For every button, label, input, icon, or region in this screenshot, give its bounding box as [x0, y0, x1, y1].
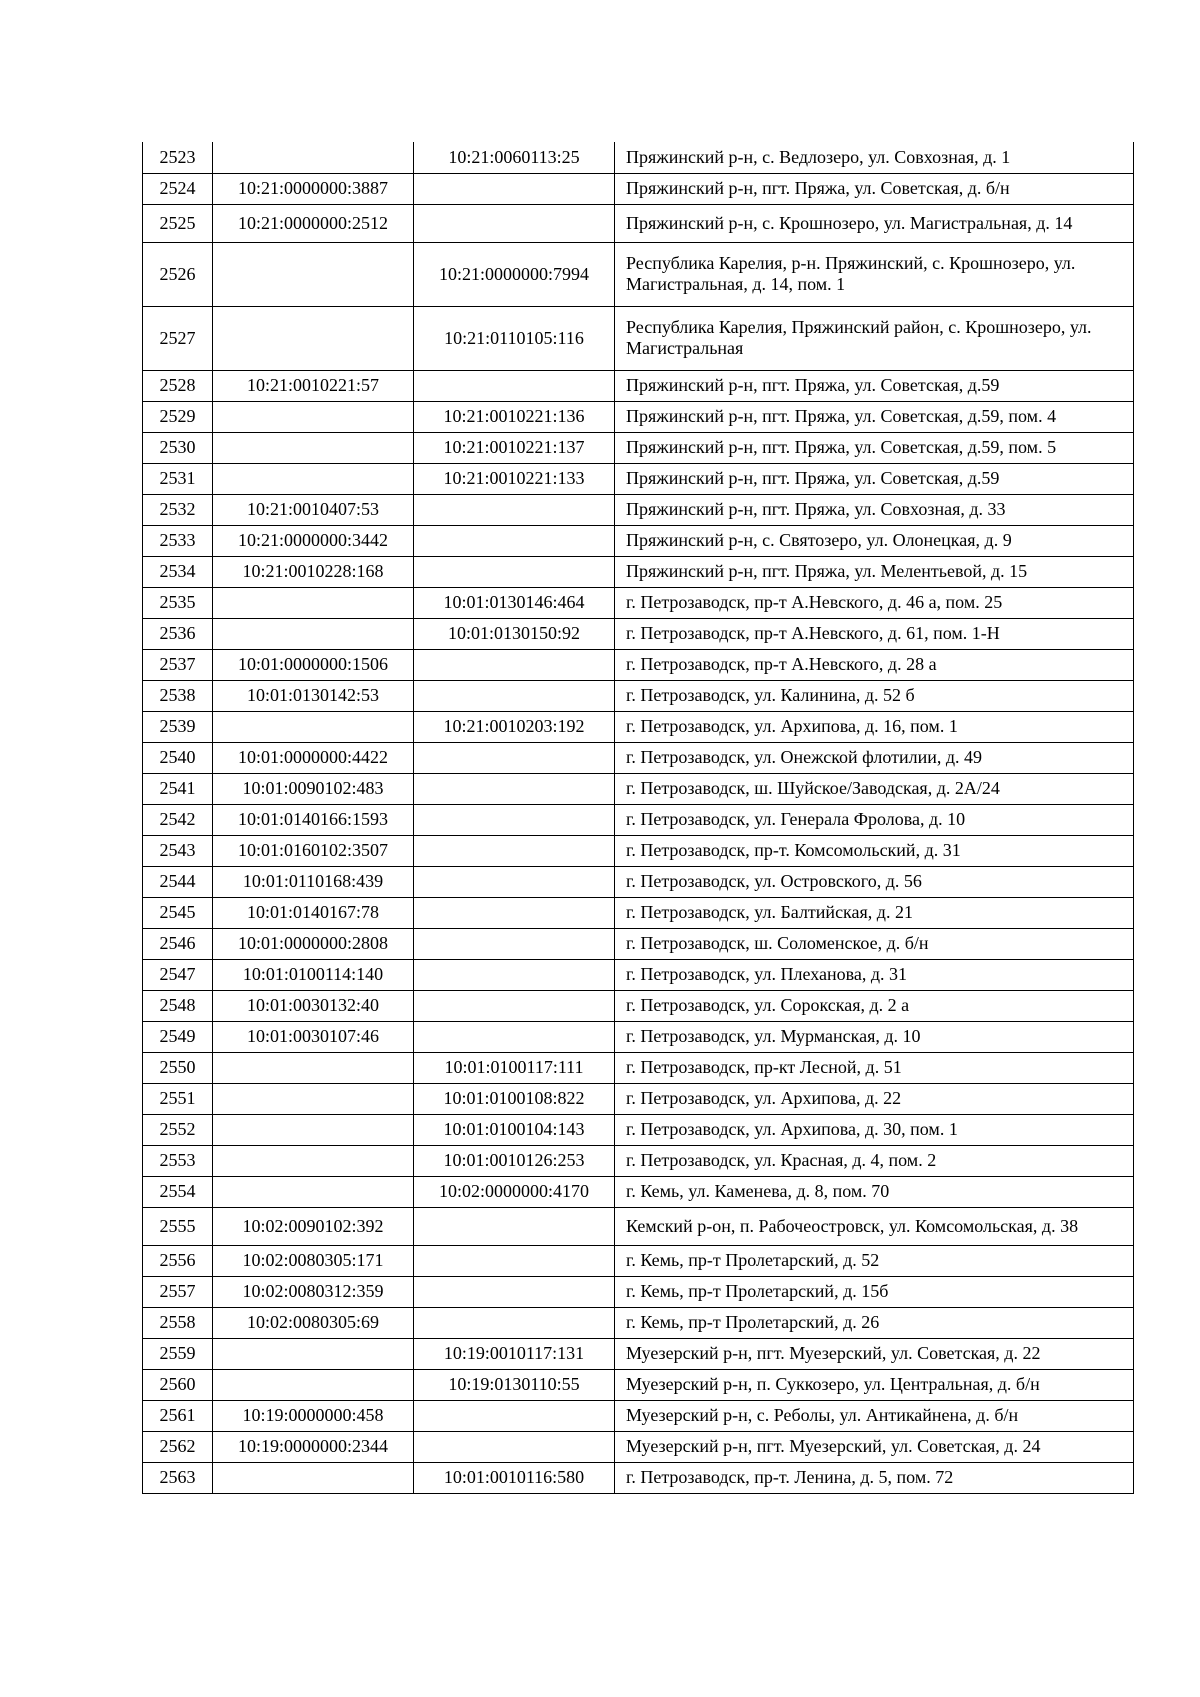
- land-cadastral-number-cell: 10:01:0130142:53: [213, 680, 414, 711]
- table-row: [143, 1400, 1134, 1431]
- address-cell: Республика Карелия, Пряжинский район, с. Крошнозеро, ул. Магистральная: [615, 306, 1134, 370]
- land-cadastral-number-cell: 10:19:0000000:458: [213, 1400, 414, 1431]
- object-cadastral-number-cell: 10:21:0010221:133: [414, 463, 615, 494]
- land-cadastral-number-cell: 10:01:0030107:46: [213, 1021, 414, 1052]
- address-cell: г. Петрозаводск, ул. Мурманская, д. 10: [615, 1021, 1134, 1052]
- row-number-cell: 2525: [143, 204, 213, 242]
- address-cell: г. Петрозаводск, ул. Балтийская, д. 21: [615, 897, 1134, 928]
- object-cadastral-number-cell: [414, 990, 615, 1021]
- land-cadastral-number-cell: [213, 463, 414, 494]
- object-cadastral-number-cell: 10:21:0110105:116: [414, 306, 615, 370]
- table-row: [143, 173, 1134, 204]
- property-registry-table: [142, 142, 1134, 1494]
- table-row: [143, 680, 1134, 711]
- row-number-cell: 2553: [143, 1145, 213, 1176]
- table-row: [143, 1052, 1134, 1083]
- row-number-cell: 2555: [143, 1207, 213, 1245]
- address-cell: г. Петрозаводск, пр-т А.Невского, д. 61, пом. 1-Н: [615, 618, 1134, 649]
- row-number-cell: 2543: [143, 835, 213, 866]
- row-number-cell: 2560: [143, 1369, 213, 1400]
- address-cell: Муезерский р-н, п. Суккозеро, ул. Центральная, д. б/н: [615, 1369, 1134, 1400]
- row-number-cell: 2547: [143, 959, 213, 990]
- row-number-cell: 2557: [143, 1276, 213, 1307]
- table-row: [143, 370, 1134, 401]
- land-cadastral-number-cell: 10:01:0140167:78: [213, 897, 414, 928]
- object-cadastral-number-cell: [414, 1400, 615, 1431]
- address-cell: г. Петрозаводск, ул. Онежской флотилии, д. 49: [615, 742, 1134, 773]
- table-row: [143, 804, 1134, 835]
- table-row: [143, 525, 1134, 556]
- land-cadastral-number-cell: [213, 1145, 414, 1176]
- object-cadastral-number-cell: [414, 928, 615, 959]
- object-cadastral-number-cell: [414, 959, 615, 990]
- land-cadastral-number-cell: [213, 1114, 414, 1145]
- object-cadastral-number-cell: 10:01:0100104:143: [414, 1114, 615, 1145]
- address-cell: Пряжинский р-н, пгт. Пряжа, ул. Советская, д.59, пом. 5: [615, 432, 1134, 463]
- address-cell: г. Петрозаводск, ул. Красная, д. 4, пом. 2: [615, 1145, 1134, 1176]
- address-cell: Муезерский р-н, с. Реболы, ул. Антикайнена, д. б/н: [615, 1400, 1134, 1431]
- address-cell: Пряжинский р-н, с. Крошнозеро, ул. Магистральная, д. 14: [615, 204, 1134, 242]
- row-number-cell: 2529: [143, 401, 213, 432]
- table-row: [143, 142, 1134, 173]
- land-cadastral-number-cell: [213, 587, 414, 618]
- object-cadastral-number-cell: 10:21:0000000:7994: [414, 242, 615, 306]
- object-cadastral-number-cell: [414, 1207, 615, 1245]
- land-cadastral-number-cell: 10:01:0160102:3507: [213, 835, 414, 866]
- row-number-cell: 2541: [143, 773, 213, 804]
- land-cadastral-number-cell: 10:01:0140166:1593: [213, 804, 414, 835]
- row-number-cell: 2540: [143, 742, 213, 773]
- table-row: [143, 1176, 1134, 1207]
- address-cell: г. Петрозаводск, ул. Архипова, д. 30, пом. 1: [615, 1114, 1134, 1145]
- object-cadastral-number-cell: [414, 370, 615, 401]
- table-row: [143, 649, 1134, 680]
- land-cadastral-number-cell: 10:21:0010228:168: [213, 556, 414, 587]
- address-cell: г. Петрозаводск, ул. Архипова, д. 22: [615, 1083, 1134, 1114]
- table-row: [143, 866, 1134, 897]
- table-row: [143, 928, 1134, 959]
- table-row: [143, 587, 1134, 618]
- object-cadastral-number-cell: [414, 204, 615, 242]
- object-cadastral-number-cell: 10:01:0100108:822: [414, 1083, 615, 1114]
- table-row: [143, 1245, 1134, 1276]
- object-cadastral-number-cell: 10:01:0010116:580: [414, 1462, 615, 1493]
- object-cadastral-number-cell: [414, 525, 615, 556]
- address-cell: г. Кемь, пр-т Пролетарский, д. 15б: [615, 1276, 1134, 1307]
- object-cadastral-number-cell: 10:01:0130146:464: [414, 587, 615, 618]
- row-number-cell: 2526: [143, 242, 213, 306]
- address-cell: г. Петрозаводск, ул. Островского, д. 56: [615, 866, 1134, 897]
- land-cadastral-number-cell: [213, 1462, 414, 1493]
- table-row: [143, 1431, 1134, 1462]
- object-cadastral-number-cell: [414, 1276, 615, 1307]
- table-row: [143, 1114, 1134, 1145]
- table-row: [143, 773, 1134, 804]
- address-cell: г. Петрозаводск, пр-т А.Невского, д. 46 а, пом. 25: [615, 587, 1134, 618]
- address-cell: Муезерский р-н, пгт. Муезерский, ул. Советская, д. 24: [615, 1431, 1134, 1462]
- land-cadastral-number-cell: 10:01:0100114:140: [213, 959, 414, 990]
- land-cadastral-number-cell: [213, 1369, 414, 1400]
- address-cell: г. Кемь, ул. Каменева, д. 8, пом. 70: [615, 1176, 1134, 1207]
- address-cell: г. Петрозаводск, пр-т А.Невского, д. 28 а: [615, 649, 1134, 680]
- object-cadastral-number-cell: 10:19:0010117:131: [414, 1338, 615, 1369]
- land-cadastral-number-cell: 10:02:0080312:359: [213, 1276, 414, 1307]
- land-cadastral-number-cell: 10:21:0010407:53: [213, 494, 414, 525]
- row-number-cell: 2532: [143, 494, 213, 525]
- table-row: [143, 1145, 1134, 1176]
- row-number-cell: 2548: [143, 990, 213, 1021]
- address-cell: г. Кемь, пр-т Пролетарский, д. 52: [615, 1245, 1134, 1276]
- object-cadastral-number-cell: 10:21:0010221:136: [414, 401, 615, 432]
- address-cell: г. Петрозаводск, пр-т. Ленина, д. 5, пом. 72: [615, 1462, 1134, 1493]
- row-number-cell: 2558: [143, 1307, 213, 1338]
- table-row: [143, 494, 1134, 525]
- land-cadastral-number-cell: [213, 618, 414, 649]
- table-row: [143, 1338, 1134, 1369]
- table-row: [143, 897, 1134, 928]
- land-cadastral-number-cell: 10:01:0000000:2808: [213, 928, 414, 959]
- address-cell: Пряжинский р-н, пгт. Пряжа, ул. Советская, д.59: [615, 463, 1134, 494]
- table-row: [143, 618, 1134, 649]
- land-cadastral-number-cell: [213, 1052, 414, 1083]
- object-cadastral-number-cell: [414, 1431, 615, 1462]
- table-row: [143, 1021, 1134, 1052]
- land-cadastral-number-cell: [213, 142, 414, 173]
- address-cell: г. Петрозаводск, ул. Генерала Фролова, д. 10: [615, 804, 1134, 835]
- object-cadastral-number-cell: [414, 680, 615, 711]
- object-cadastral-number-cell: 10:02:0000000:4170: [414, 1176, 615, 1207]
- object-cadastral-number-cell: [414, 1307, 615, 1338]
- table-row: [143, 1276, 1134, 1307]
- address-cell: г. Петрозаводск, ш. Шуйское/Заводская, д. 2А/24: [615, 773, 1134, 804]
- land-cadastral-number-cell: [213, 1338, 414, 1369]
- object-cadastral-number-cell: [414, 173, 615, 204]
- object-cadastral-number-cell: 10:01:0100117:111: [414, 1052, 615, 1083]
- row-number-cell: 2542: [143, 804, 213, 835]
- row-number-cell: 2537: [143, 649, 213, 680]
- row-number-cell: 2533: [143, 525, 213, 556]
- object-cadastral-number-cell: [414, 1021, 615, 1052]
- address-cell: г. Петрозаводск, пр-кт Лесной, д. 51: [615, 1052, 1134, 1083]
- table-row: [143, 959, 1134, 990]
- address-cell: г. Петрозаводск, пр-т. Комсомольский, д. 31: [615, 835, 1134, 866]
- land-cadastral-number-cell: 10:21:0000000:3442: [213, 525, 414, 556]
- land-cadastral-number-cell: 10:01:0110168:439: [213, 866, 414, 897]
- land-cadastral-number-cell: [213, 432, 414, 463]
- address-cell: г. Петрозаводск, ул. Плеханова, д. 31: [615, 959, 1134, 990]
- table-row: [143, 306, 1134, 370]
- row-number-cell: 2552: [143, 1114, 213, 1145]
- land-cadastral-number-cell: [213, 306, 414, 370]
- row-number-cell: 2536: [143, 618, 213, 649]
- address-cell: Пряжинский р-н, пгт. Пряжа, ул. Совхозная, д. 33: [615, 494, 1134, 525]
- table-row: [143, 463, 1134, 494]
- table-row: [143, 742, 1134, 773]
- row-number-cell: 2546: [143, 928, 213, 959]
- land-cadastral-number-cell: 10:02:0090102:392: [213, 1207, 414, 1245]
- address-cell: г. Петрозаводск, ул. Архипова, д. 16, пом. 1: [615, 711, 1134, 742]
- row-number-cell: 2551: [143, 1083, 213, 1114]
- land-cadastral-number-cell: 10:01:0030132:40: [213, 990, 414, 1021]
- land-cadastral-number-cell: [213, 1176, 414, 1207]
- land-cadastral-number-cell: [213, 711, 414, 742]
- row-number-cell: 2559: [143, 1338, 213, 1369]
- row-number-cell: 2528: [143, 370, 213, 401]
- land-cadastral-number-cell: 10:21:0000000:3887: [213, 173, 414, 204]
- address-cell: г. Петрозаводск, ул. Калинина, д. 52 б: [615, 680, 1134, 711]
- address-cell: Пряжинский р-н, пгт. Пряжа, ул. Советская, д. б/н: [615, 173, 1134, 204]
- row-number-cell: 2539: [143, 711, 213, 742]
- object-cadastral-number-cell: [414, 742, 615, 773]
- address-cell: Пряжинский р-н, с. Святозеро, ул. Олонецкая, д. 9: [615, 525, 1134, 556]
- row-number-cell: 2523: [143, 142, 213, 173]
- table-row: [143, 990, 1134, 1021]
- table-row: [143, 1369, 1134, 1400]
- address-cell: г. Кемь, пр-т Пролетарский, д. 26: [615, 1307, 1134, 1338]
- address-cell: Муезерский р-н, пгт. Муезерский, ул. Советская, д. 22: [615, 1338, 1134, 1369]
- object-cadastral-number-cell: [414, 1245, 615, 1276]
- land-cadastral-number-cell: [213, 401, 414, 432]
- address-cell: Кемский р-он, п. Рабочеостровск, ул. Комсомольская, д. 38: [615, 1207, 1134, 1245]
- object-cadastral-number-cell: 10:21:0010221:137: [414, 432, 615, 463]
- row-number-cell: 2554: [143, 1176, 213, 1207]
- land-cadastral-number-cell: 10:02:0080305:171: [213, 1245, 414, 1276]
- address-cell: Республика Карелия, р-н. Пряжинский, с. Крошнозеро, ул. Магистральная, д. 14, пом. 1: [615, 242, 1134, 306]
- address-cell: Пряжинский р-н, пгт. Пряжа, ул. Советская, д.59: [615, 370, 1134, 401]
- row-number-cell: 2530: [143, 432, 213, 463]
- object-cadastral-number-cell: 10:19:0130110:55: [414, 1369, 615, 1400]
- land-cadastral-number-cell: [213, 1083, 414, 1114]
- object-cadastral-number-cell: [414, 866, 615, 897]
- object-cadastral-number-cell: 10:21:0010203:192: [414, 711, 615, 742]
- table-row: [143, 204, 1134, 242]
- table-row: [143, 1307, 1134, 1338]
- table-row: [143, 242, 1134, 306]
- row-number-cell: 2524: [143, 173, 213, 204]
- table-row: [143, 711, 1134, 742]
- row-number-cell: 2556: [143, 1245, 213, 1276]
- row-number-cell: 2563: [143, 1462, 213, 1493]
- land-cadastral-number-cell: [213, 242, 414, 306]
- land-cadastral-number-cell: 10:02:0080305:69: [213, 1307, 414, 1338]
- address-cell: г. Петрозаводск, ул. Сорокская, д. 2 а: [615, 990, 1134, 1021]
- row-number-cell: 2535: [143, 587, 213, 618]
- object-cadastral-number-cell: [414, 804, 615, 835]
- address-cell: Пряжинский р-н, с. Ведлозеро, ул. Совхозная, д. 1: [615, 142, 1134, 173]
- land-cadastral-number-cell: 10:01:0090102:483: [213, 773, 414, 804]
- row-number-cell: 2527: [143, 306, 213, 370]
- table-row: [143, 835, 1134, 866]
- land-cadastral-number-cell: 10:01:0000000:1506: [213, 649, 414, 680]
- registry-table-body: [143, 142, 1134, 1493]
- land-cadastral-number-cell: 10:01:0000000:4422: [213, 742, 414, 773]
- land-cadastral-number-cell: 10:21:0000000:2512: [213, 204, 414, 242]
- table-row: [143, 401, 1134, 432]
- row-number-cell: 2544: [143, 866, 213, 897]
- table-row: [143, 1207, 1134, 1245]
- row-number-cell: 2549: [143, 1021, 213, 1052]
- row-number-cell: 2562: [143, 1431, 213, 1462]
- row-number-cell: 2534: [143, 556, 213, 587]
- row-number-cell: 2538: [143, 680, 213, 711]
- object-cadastral-number-cell: [414, 835, 615, 866]
- row-number-cell: 2545: [143, 897, 213, 928]
- object-cadastral-number-cell: 10:01:0010126:253: [414, 1145, 615, 1176]
- object-cadastral-number-cell: [414, 649, 615, 680]
- address-cell: Пряжинский р-н, пгт. Пряжа, ул. Мелентьевой, д. 15: [615, 556, 1134, 587]
- table-row: [143, 432, 1134, 463]
- address-cell: Пряжинский р-н, пгт. Пряжа, ул. Советская, д.59, пом. 4: [615, 401, 1134, 432]
- land-cadastral-number-cell: 10:19:0000000:2344: [213, 1431, 414, 1462]
- table-row: [143, 1462, 1134, 1493]
- object-cadastral-number-cell: [414, 494, 615, 525]
- object-cadastral-number-cell: [414, 897, 615, 928]
- row-number-cell: 2531: [143, 463, 213, 494]
- object-cadastral-number-cell: 10:01:0130150:92: [414, 618, 615, 649]
- table-row: [143, 1083, 1134, 1114]
- object-cadastral-number-cell: [414, 556, 615, 587]
- address-cell: г. Петрозаводск, ш. Соломенское, д. б/н: [615, 928, 1134, 959]
- object-cadastral-number-cell: [414, 773, 615, 804]
- row-number-cell: 2550: [143, 1052, 213, 1083]
- table-row: [143, 556, 1134, 587]
- land-cadastral-number-cell: 10:21:0010221:57: [213, 370, 414, 401]
- object-cadastral-number-cell: 10:21:0060113:25: [414, 142, 615, 173]
- row-number-cell: 2561: [143, 1400, 213, 1431]
